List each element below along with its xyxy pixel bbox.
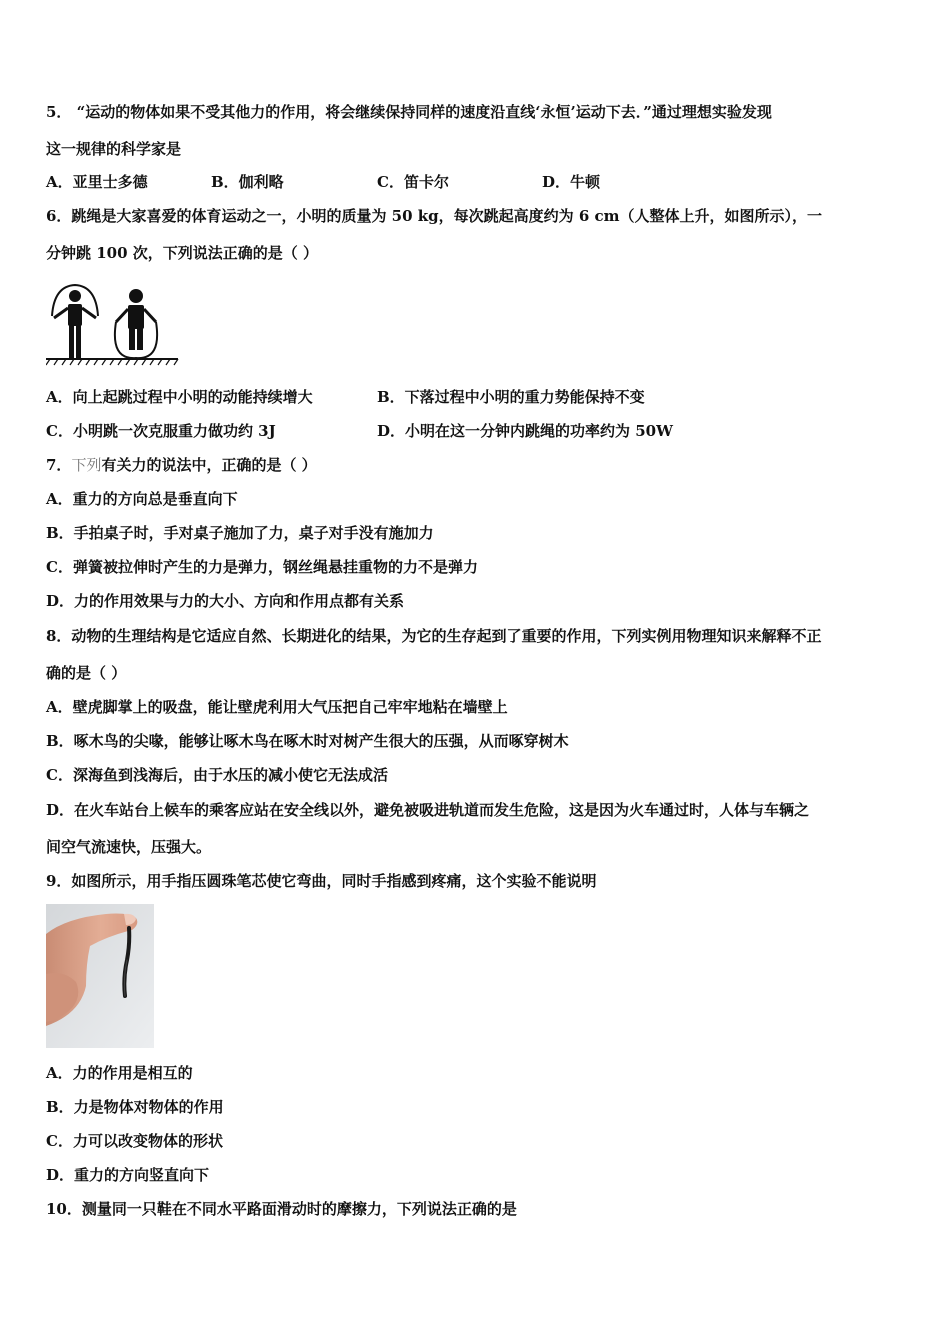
q6-option-d: D．小明在这一分钟内跳绳的功率约为 50W [377, 422, 673, 440]
q8-option-a: A．壁虎脚掌上的吸盘，能让壁虎利用大气压把自己牢牢地粘在墙壁上 [46, 698, 508, 716]
q6-option-b: B．下落过程中小明的重力势能保持不变 [377, 388, 645, 406]
q7-option-c: C．弹簧被拉伸时产生的力是弹力，钢丝绳悬挂重物的力不是弹力 [46, 558, 478, 576]
q9-option-a: A．力的作用是相互的 [46, 1064, 193, 1082]
q7-stem-rest: 有关力的说法中，正确的是（ ） [101, 456, 317, 474]
finger-pressing-pen-refill-icon [46, 904, 154, 1048]
q6-option-a: A．向上起跳过程中小明的动能持续增大 [46, 388, 313, 406]
q7-option-b: B．手拍桌子时，手对桌子施加了力，桌子对手没有施加力 [46, 524, 434, 542]
q5-option-a: A．亚里士多德 [46, 173, 148, 191]
q5-option-c: C．笛卡尔 [377, 173, 449, 191]
q5-option-d: D．牛顿 [542, 173, 601, 191]
q9-stem: 9．如图所示，用手指压圆珠笔芯使它弯曲，同时手指感到疼痛，这个实验不能说明 [46, 872, 597, 890]
q5-stem-line1: 5． “运动的物体如果不受其他力的作用，将会继续保持同样的速度沿直线‘永恒’运动下去．”通过理想实验发现 [46, 103, 772, 121]
q8-stem-line2: 确的是（ ） [46, 664, 127, 682]
q6-stem-line2: 分钟跳 100 次，下列说法正确的是（ ） [46, 244, 318, 262]
q7-lead-word: 下列 [71, 456, 102, 474]
q7-number: 7． [46, 456, 72, 474]
q9-option-d: D．重力的方向竖直向下 [46, 1166, 210, 1184]
jump-rope-figure [46, 282, 180, 366]
finger-pen-photo [46, 904, 154, 1048]
q9-option-c: C．力可以改变物体的形状 [46, 1132, 223, 1150]
q6-stem-line1: 6．跳绳是大家喜爱的体育运动之一，小明的质量为 50 kg，每次跳起高度约为 6 cm（人整体上升，如图所示），一 [46, 207, 823, 225]
q8-option-d-line2: 间空气流速快，压强大。 [46, 838, 212, 856]
q7-option-a: A．重力的方向总是垂直向下 [46, 490, 238, 508]
q8-option-c: C．深海鱼到浅海后，由于水压的减小使它无法成活 [46, 766, 388, 784]
q5-stem-line2: 这一规律的科学家是 [46, 140, 182, 158]
q6-option-c: C．小明跳一次克服重力做功约 3J [46, 422, 276, 440]
q8-stem-line1: 8．动物的生理结构是它适应自然、长期进化的结果，为它的生存起到了重要的作用，下列实例用物理知识来解释不正 [46, 627, 822, 645]
q5-option-b: B．伽利略 [211, 173, 284, 191]
q8-option-d-line1: D．在火车站台上候车的乘客应站在安全线以外，避免被吸进轨道而发生危险，这是因为火车通过时，人体与车辆之 [46, 801, 810, 819]
q8-option-b: B．啄木鸟的尖喙，能够让啄木鸟在啄木时对树产生很大的压强，从而啄穿树木 [46, 732, 569, 750]
jump-rope-illustration-icon [46, 282, 180, 366]
q9-option-b: B．力是物体对物体的作用 [46, 1098, 224, 1116]
q10-stem: 10．测量同一只鞋在不同水平路面滑动时的摩擦力，下列说法正确的是 [46, 1200, 517, 1218]
q7-option-d: D．力的作用效果与力的大小、方向和作用点都有关系 [46, 592, 405, 610]
q7-stem [46, 455, 317, 475]
